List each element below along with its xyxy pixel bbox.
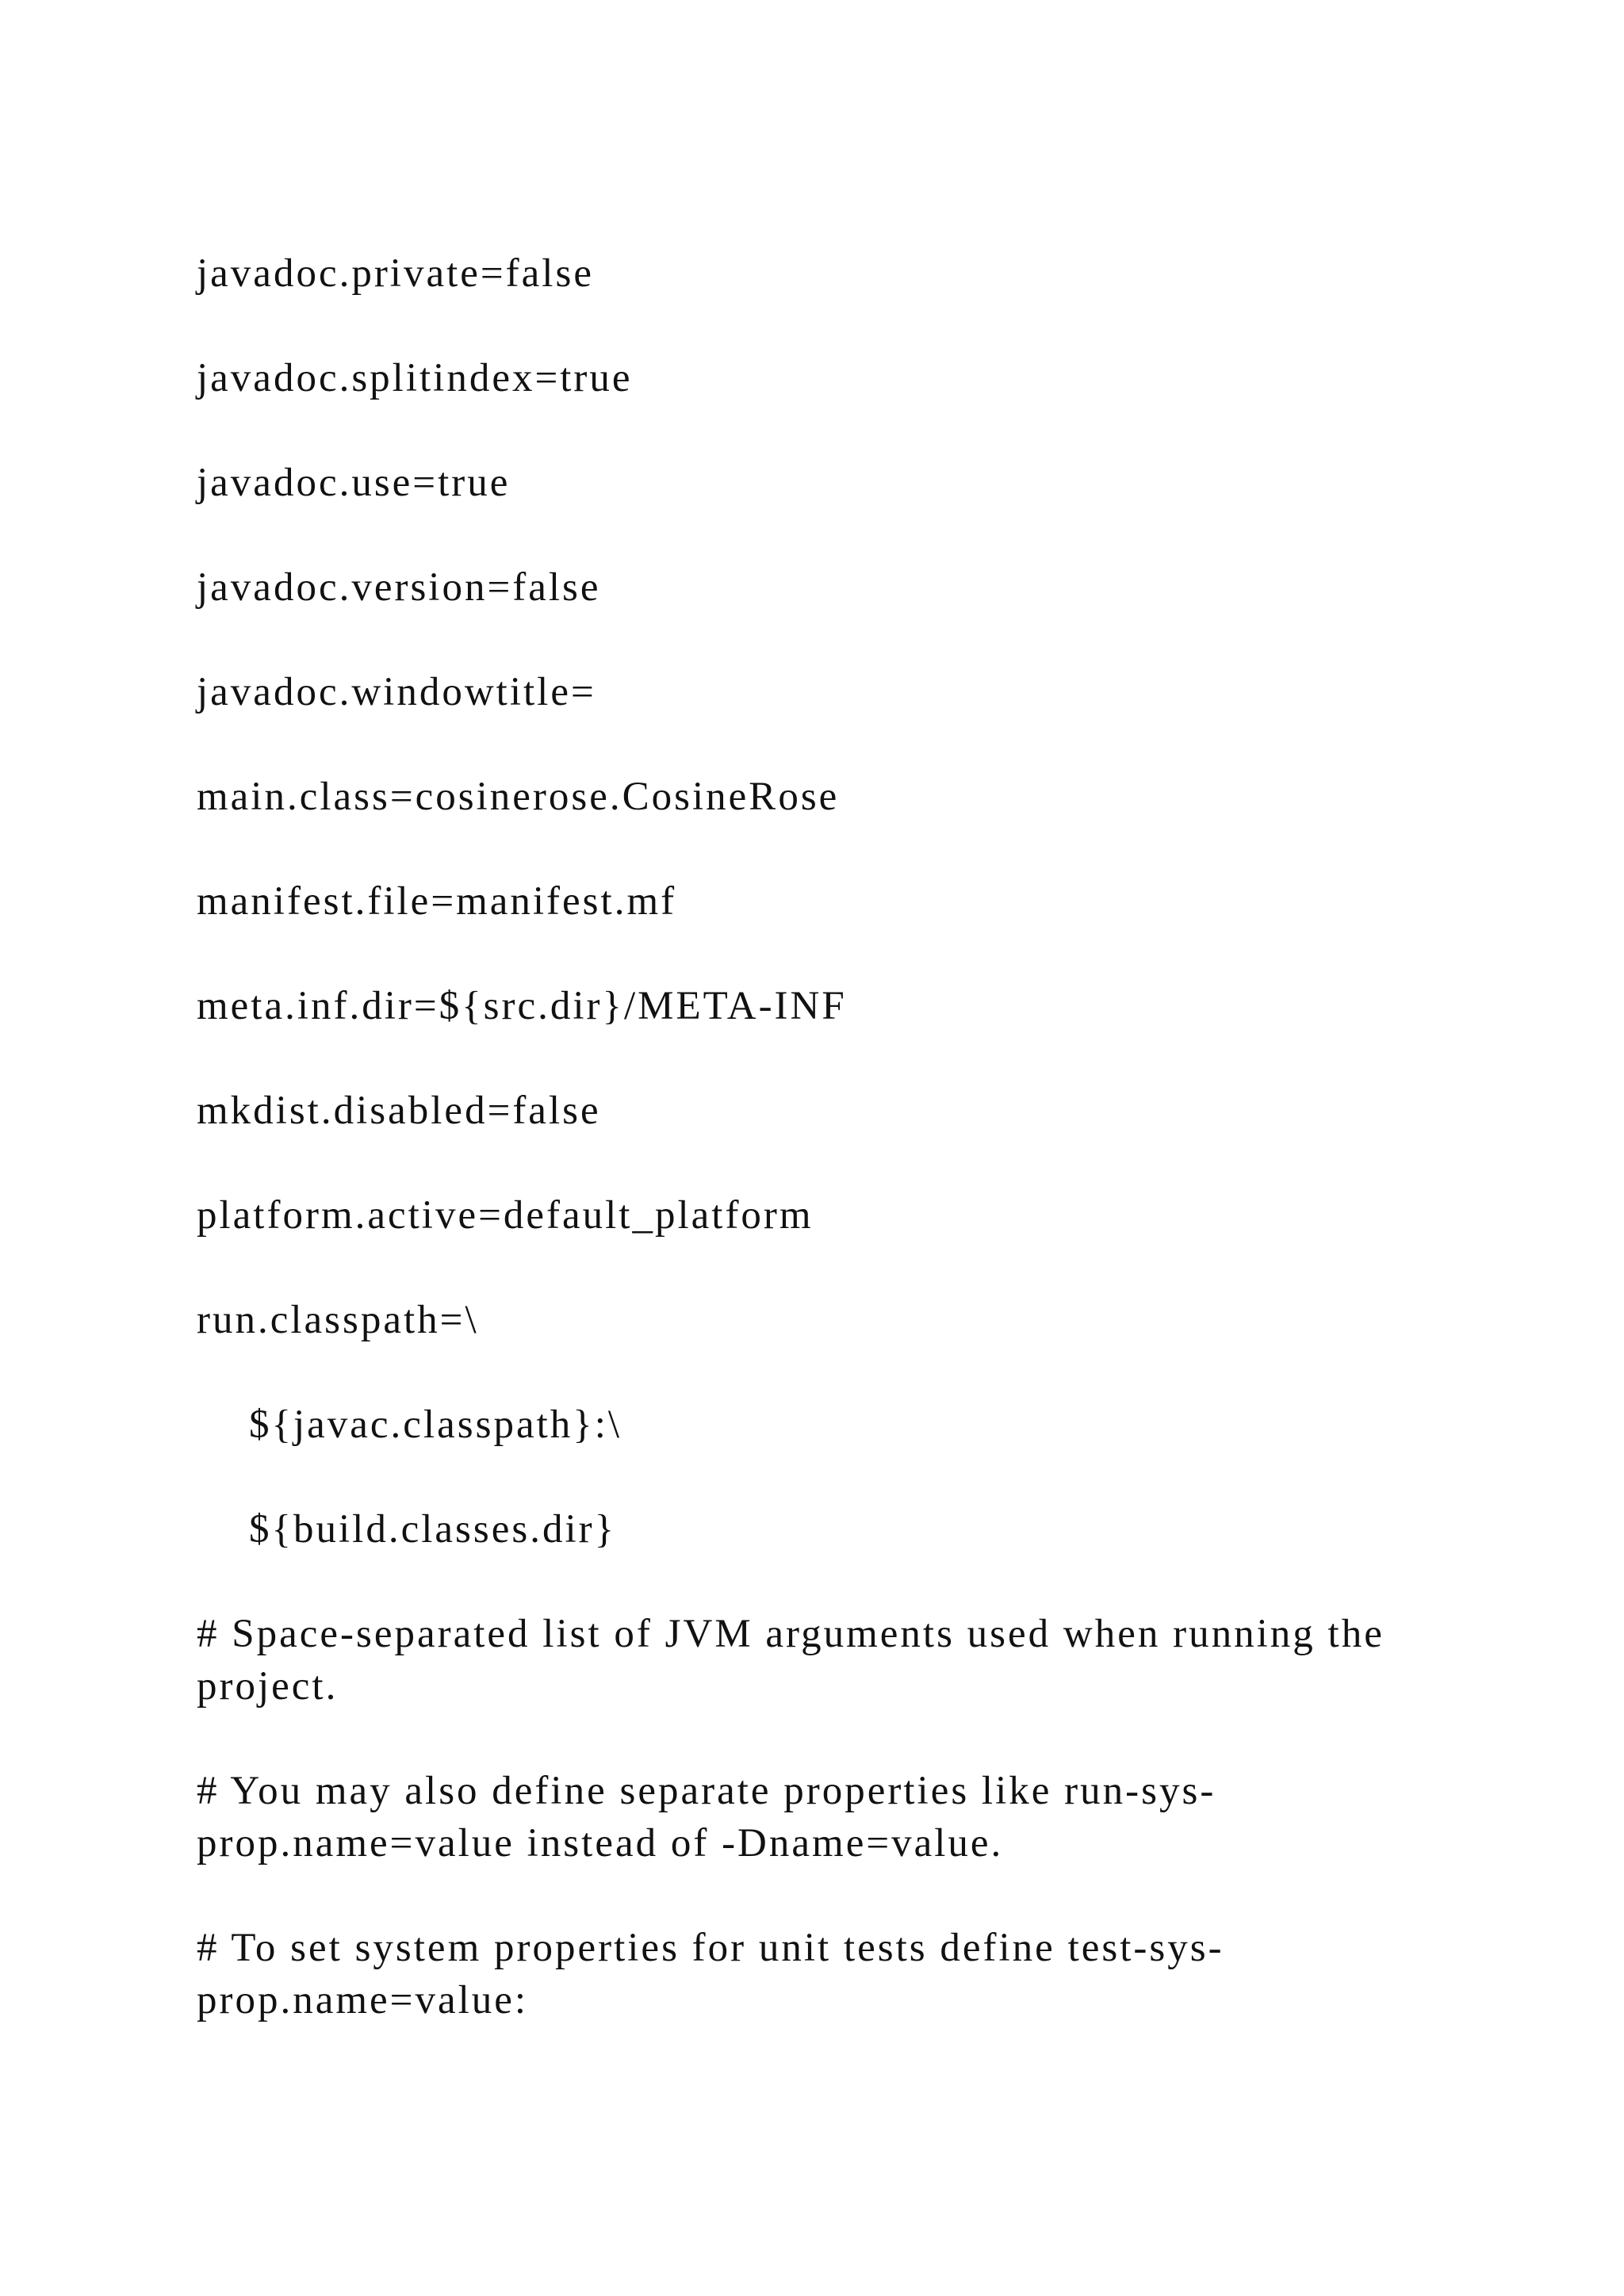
property-line: javadoc.splitindex=true	[197, 356, 633, 400]
property-line: platform.active=default_platform	[197, 1193, 814, 1238]
property-line: run.classpath=\	[197, 1298, 479, 1342]
property-continuation-line: ${javac.classpath}:\	[249, 1402, 622, 1447]
property-line: meta.inf.dir=${src.dir}/META-INF	[197, 984, 847, 1028]
property-line: main.class=cosinerose.CosineRose	[197, 775, 840, 819]
property-line: javadoc.use=true	[197, 461, 511, 505]
property-line: javadoc.windowtitle=	[197, 670, 596, 714]
document-body	[197, 247, 1434, 2079]
property-line: javadoc.version=false	[197, 565, 601, 610]
property-continuation-line: ${build.classes.dir}	[249, 1507, 617, 1552]
comment-line: # You may also define separate properties like run-sys-prop.name=value instead of -Dname=value.	[197, 1769, 1216, 1866]
comment-line: # Space-separated list of JVM arguments used when running the project.	[197, 1612, 1397, 1709]
property-line: manifest.file=manifest.mf	[197, 879, 677, 924]
property-line: mkdist.disabled=false	[197, 1089, 601, 1133]
comment-line: # To set system properties for unit tests define test-sys-prop.name=value:	[197, 1926, 1224, 2022]
property-line: javadoc.private=false	[197, 251, 594, 296]
